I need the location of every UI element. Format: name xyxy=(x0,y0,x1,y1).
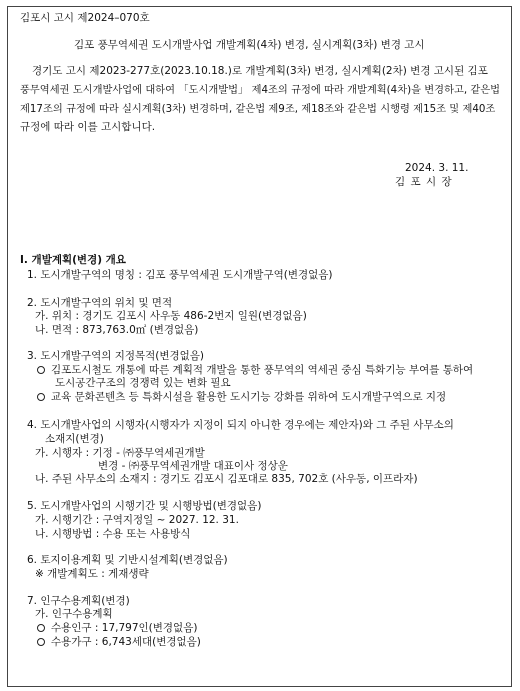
item-7-households-text: 수용가구 : 6,743세대(변경없음) xyxy=(51,636,201,648)
item-2-location: 가. 위치 : 경기도 김포시 사우동 486-2번지 일원(변경없음) xyxy=(35,310,307,322)
item-6-note: ※ 개발계획도 : 게재생략 xyxy=(35,568,149,580)
issuer-name: 김 포 시 장 xyxy=(395,176,453,188)
item-5-period: 가. 시행기간 : 구역지정일 ~ 2027. 12. 31. xyxy=(35,514,239,526)
item-2-area: 나. 면적 : 873,763.0㎡ (변경없음) xyxy=(35,324,199,336)
item-4-heading-cont: 소재지(변경) xyxy=(45,433,104,445)
item-7-population-text: 수용인구 : 17,797인(변경없음) xyxy=(51,622,198,634)
item-3-purpose-1-text: 김포도시철도 개통에 따른 계획적 개발을 통한 풍무역의 역세권 중심 특화기능 부여를 통하여 xyxy=(51,364,474,376)
item-4-office: 나. 주된 사무소의 소재지 : 경기도 김포시 김포대로 835, 702호 (사우동, 이프라자) xyxy=(35,473,418,485)
item-4-operator-prev: 가. 시행자 : 기정 - ㈜풍무역세권개발 xyxy=(35,447,205,459)
item-4-heading: 4. 도시개발사업의 시행자(시행자가 지정이 되지 아니한 경우에는 제안자)와 그 주된 사무소의 xyxy=(27,419,454,431)
item-3-purpose-2-text: 교육 문화콘텐츠 등 특화시설을 활용한 도시기능 강화를 위하여 도시개발구역으로 지정 xyxy=(51,391,447,403)
notice-title: 김포 풍무역세권 도시개발사업 개발계획(4차) 변경, 실시계획(3차) 변경 고시 xyxy=(74,39,425,51)
circle-bullet-icon xyxy=(37,366,45,374)
item-3-purpose-2 xyxy=(37,390,446,404)
body-line-2: 풍무역세권 도시개발사업에 대하여 「도시개발법」 제4조의 규정에 따라 개발계획(4차)을 변경하고, 같은법 xyxy=(20,84,501,96)
circle-bullet-icon xyxy=(37,393,45,401)
item-4-operator-new: 변경 - ㈜풍무역세권개발 대표이사 정상운 xyxy=(98,460,288,472)
item-6-heading: 6. 토지이용계획 및 기반시설계획(변경없음) xyxy=(27,554,228,566)
circle-bullet-icon xyxy=(37,624,45,632)
item-7-subheading: 가. 인구수용계획 xyxy=(35,608,113,620)
circle-bullet-icon xyxy=(37,638,45,646)
body-line-4: 규정에 따라 이를 고시합니다. xyxy=(20,121,156,133)
item-3-purpose-1-cont: 도시공간구조의 경쟁력 있는 변화 필요 xyxy=(55,377,231,389)
item-5-heading: 5. 도시개발사업의 시행기간 및 시행방법(변경없음) xyxy=(27,500,262,512)
notice-number: 김포시 고시 제2024–070호 xyxy=(20,12,150,24)
body-line-3: 제17조의 규정에 따라 실시계획(3차) 변경하며, 같은법 제9조, 제18조와 같은법 시행령 제15조 및 제40조 xyxy=(20,103,496,115)
body-line-1: 경기도 고시 제2023-277호(2023.10.18.)로 개발계획(3차) 변경, 실시계획(2차) 변경 고시된 김포 xyxy=(32,65,488,77)
notice-date: 2024. 3. 11. xyxy=(405,162,469,174)
item-5-method: 나. 시행방법 : 수용 또는 사용방식 xyxy=(35,528,191,540)
item-7-households xyxy=(37,635,201,649)
item-1-name: 1. 도시개발구역의 명칭 : 김포 풍무역세권 도시개발구역(변경없음) xyxy=(27,269,333,281)
item-2-heading: 2. 도시개발구역의 위치 및 면적 xyxy=(27,297,173,309)
item-7-population xyxy=(37,621,197,635)
section-heading: Ⅰ. 개발계획(변경) 개요 xyxy=(20,254,126,266)
item-3-purpose-1 xyxy=(37,363,473,377)
item-7-heading: 7. 인구수용계획(변경) xyxy=(27,595,130,607)
item-3-heading: 3. 도시개발구역의 지정목적(변경없음) xyxy=(27,350,205,362)
